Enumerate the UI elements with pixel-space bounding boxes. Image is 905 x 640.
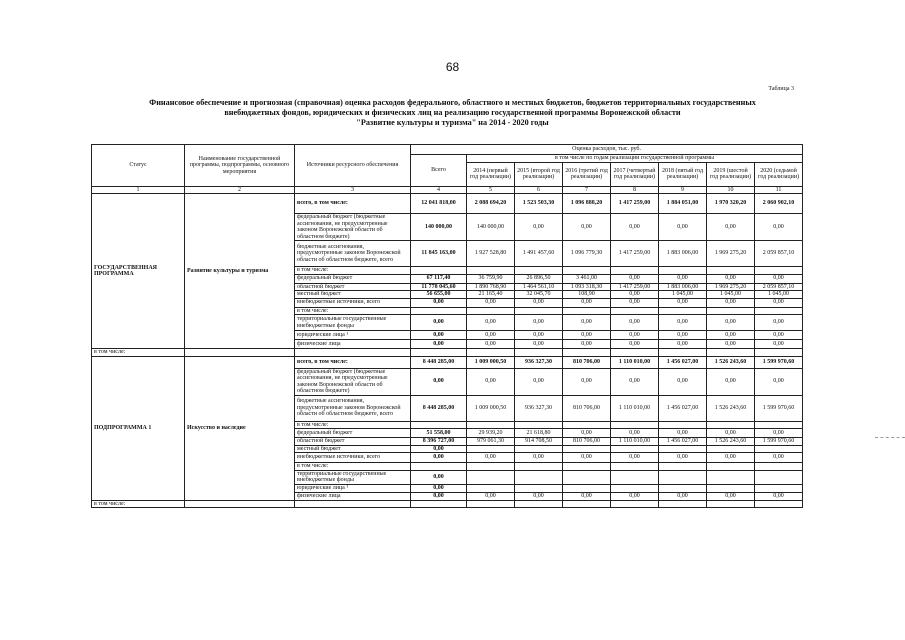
value-cell: 0,00 <box>611 214 659 241</box>
header-year: 2017 (четвертый год реализации) <box>611 162 659 186</box>
row-source-label: в том числе: <box>295 267 411 275</box>
value-cell: 0,00 <box>755 429 803 438</box>
value-cell <box>755 421 803 429</box>
value-cell: 8 448 285,00 <box>411 395 467 421</box>
row-source-label: федеральный бюджет (бюджетные ассигнования, не предусмотренные законом Воронежской области об областном бюджете) <box>295 214 411 241</box>
value-cell: 1 969 275,20 <box>707 241 755 267</box>
value-cell: 0,00 <box>515 340 563 349</box>
value-cell <box>707 267 755 275</box>
value-cell: 0,00 <box>515 315 563 331</box>
value-cell: 936 327,30 <box>515 356 563 368</box>
value-cell: 0,00 <box>755 453 803 463</box>
value-cell <box>707 484 755 492</box>
value-cell: 0,00 <box>707 274 755 283</box>
value-cell <box>611 267 659 275</box>
value-cell <box>755 484 803 492</box>
row-source-label: физические лица <box>295 492 411 500</box>
value-cell: 0,00 <box>467 492 515 500</box>
value-cell: 1 045,00 <box>707 291 755 299</box>
empty-cell <box>611 349 659 357</box>
value-cell: 21 165,40 <box>467 291 515 299</box>
value-cell: 0,00 <box>411 331 467 340</box>
value-cell: 0,00 <box>515 453 563 463</box>
empty-cell <box>467 500 515 508</box>
value-cell <box>611 470 659 484</box>
value-cell: 56 655,00 <box>411 291 467 299</box>
value-cell <box>659 421 707 429</box>
empty-cell <box>185 500 295 508</box>
value-cell: 3 461,00 <box>563 274 611 283</box>
value-cell: 2 059 857,10 <box>755 283 803 291</box>
row-source-label: территориальные государственные внебюджетные фонды <box>295 315 411 331</box>
in-that-number-label: в том числе: <box>92 500 185 508</box>
in-that-number-label: в том числе: <box>92 349 185 357</box>
value-cell <box>515 445 563 453</box>
value-cell: 1 456 027,00 <box>659 438 707 446</box>
empty-cell <box>411 349 467 357</box>
value-cell: 1 417 259,00 <box>611 194 659 214</box>
value-cell <box>515 463 563 471</box>
empty-cell <box>659 349 707 357</box>
table-body <box>92 145 803 508</box>
value-cell: 1 093 318,30 <box>563 283 611 291</box>
value-cell <box>755 267 803 275</box>
value-cell: 1 883 006,00 <box>659 241 707 267</box>
value-cell: 1 096 779,30 <box>563 241 611 267</box>
value-cell <box>707 470 755 484</box>
table-row <box>92 194 803 214</box>
value-cell <box>563 463 611 471</box>
value-cell: 0,00 <box>659 214 707 241</box>
value-cell: 2 059 857,10 <box>755 241 803 267</box>
value-cell: 1 526 243,60 <box>707 395 755 421</box>
empty-cell <box>411 500 467 508</box>
empty-cell <box>563 500 611 508</box>
value-cell: 1 970 320,20 <box>707 194 755 214</box>
value-cell <box>411 267 467 275</box>
value-cell: 1 599 970,60 <box>755 395 803 421</box>
value-cell <box>515 421 563 429</box>
value-cell <box>659 307 707 315</box>
value-cell: 0,00 <box>755 331 803 340</box>
value-cell: 0,00 <box>563 492 611 500</box>
value-cell: 0,00 <box>611 291 659 299</box>
empty-cell <box>515 500 563 508</box>
value-cell <box>707 421 755 429</box>
value-cell: 1 096 888,20 <box>563 194 611 214</box>
value-cell <box>659 445 707 453</box>
empty-cell <box>659 500 707 508</box>
value-cell <box>563 307 611 315</box>
column-number: 2 <box>185 186 295 194</box>
value-cell: 0,00 <box>659 453 707 463</box>
row-source-label: юридические лица ¹ <box>295 484 411 492</box>
value-cell: 0,00 <box>563 453 611 463</box>
value-cell: 1 890 768,90 <box>467 283 515 291</box>
header-year: 2020 (седьмой год реализации) <box>755 162 803 186</box>
value-cell: 0,00 <box>755 298 803 307</box>
value-cell: 810 706,00 <box>563 356 611 368</box>
row-source-label: всего, в том числе: <box>295 356 411 368</box>
value-cell: 0,00 <box>707 298 755 307</box>
row-program-name: Искусство и наследие <box>185 356 295 500</box>
empty-cell <box>515 349 563 357</box>
value-cell <box>467 421 515 429</box>
header-year: 2019 (шестой год реализации) <box>707 162 755 186</box>
value-cell <box>611 463 659 471</box>
value-cell: 0,00 <box>659 340 707 349</box>
value-cell <box>755 307 803 315</box>
value-cell <box>611 445 659 453</box>
value-cell: 0,00 <box>411 340 467 349</box>
value-cell: 810 706,00 <box>563 395 611 421</box>
value-cell: 0,00 <box>611 429 659 438</box>
value-cell: 0,00 <box>467 298 515 307</box>
empty-cell <box>295 349 411 357</box>
value-cell: 0,00 <box>611 453 659 463</box>
empty-cell <box>185 349 295 357</box>
value-cell: 108,90 <box>563 291 611 299</box>
value-cell: 1 599 970,60 <box>755 356 803 368</box>
value-cell: 810 706,00 <box>563 438 611 446</box>
value-cell <box>515 470 563 484</box>
value-cell: 0,00 <box>563 214 611 241</box>
value-cell: 0,00 <box>707 453 755 463</box>
value-cell: 1 927 528,80 <box>467 241 515 267</box>
value-cell: 0,00 <box>467 331 515 340</box>
value-cell: 1 526 243,60 <box>707 438 755 446</box>
column-number: 10 <box>707 186 755 194</box>
row-source-label: бюджетные ассигнования, предусмотренные законом Воронежской области об областном бюджете, всего <box>295 241 411 267</box>
value-cell: 140 000,00 <box>411 214 467 241</box>
value-cell: 26 896,50 <box>515 274 563 283</box>
empty-cell <box>467 349 515 357</box>
value-cell: 0,00 <box>707 368 755 395</box>
value-cell: 11 778 045,60 <box>411 283 467 291</box>
value-cell: 0,00 <box>515 331 563 340</box>
value-cell <box>467 463 515 471</box>
column-number: 1 <box>92 186 185 194</box>
value-cell <box>611 421 659 429</box>
value-cell <box>411 421 467 429</box>
value-cell: 2 060 902,10 <box>755 194 803 214</box>
value-cell: 0,00 <box>467 340 515 349</box>
value-cell: 0,00 <box>707 340 755 349</box>
value-cell: 0,00 <box>611 340 659 349</box>
value-cell: 0,00 <box>467 315 515 331</box>
value-cell: 1 110 010,00 <box>611 395 659 421</box>
title-line-3: "Развитие культуры и туризма" на 2014 - 2020 годы <box>356 118 549 127</box>
header-estimate: Оценка расходов, тыс. руб. <box>411 145 803 155</box>
value-cell <box>755 470 803 484</box>
column-number: 4 <box>411 186 467 194</box>
value-cell: 0,00 <box>755 214 803 241</box>
row-source-label: внебюджетные источники, всего <box>295 298 411 307</box>
row-source-label: всего, в том числе: <box>295 194 411 214</box>
value-cell <box>467 307 515 315</box>
column-number: 11 <box>755 186 803 194</box>
value-cell <box>707 445 755 453</box>
value-cell: 0,00 <box>411 298 467 307</box>
value-cell: 1 491 457,60 <box>515 241 563 267</box>
value-cell: 936 327,30 <box>515 395 563 421</box>
header-year: 2018 (пятый год реализации) <box>659 162 707 186</box>
row-source-label: в том числе: <box>295 421 411 429</box>
value-cell: 0,00 <box>755 368 803 395</box>
value-cell: 1 884 051,00 <box>659 194 707 214</box>
value-cell <box>563 445 611 453</box>
finance-table <box>91 144 803 508</box>
row-source-label: областной бюджет <box>295 438 411 446</box>
value-cell: 0,00 <box>659 315 707 331</box>
value-cell: 0,00 <box>563 331 611 340</box>
value-cell: 0,00 <box>707 429 755 438</box>
value-cell <box>563 470 611 484</box>
header-total: Всего <box>411 155 467 187</box>
value-cell: 0,00 <box>659 368 707 395</box>
value-cell: 0,00 <box>563 315 611 331</box>
column-number-row <box>92 186 803 194</box>
row-source-label: областной бюджет <box>295 283 411 291</box>
column-number: 8 <box>611 186 659 194</box>
value-cell: 29 939,20 <box>467 429 515 438</box>
value-cell: 0,00 <box>563 368 611 395</box>
row-source-label: в том числе: <box>295 463 411 471</box>
value-cell: 0,00 <box>707 214 755 241</box>
row-source-label: юридические лица ¹ <box>295 331 411 340</box>
row-source-label: территориальные государственные внебюджетные фонды <box>295 470 411 484</box>
empty-cell <box>707 500 755 508</box>
value-cell <box>563 484 611 492</box>
value-cell <box>611 484 659 492</box>
value-cell: 1 045,00 <box>755 291 803 299</box>
value-cell: 1 009 000,50 <box>467 356 515 368</box>
page-number: 68 <box>445 60 460 74</box>
value-cell: 1 009 000,50 <box>467 395 515 421</box>
header-status: Статус <box>92 145 185 187</box>
value-cell: 0,00 <box>467 453 515 463</box>
value-cell: 1 523 503,30 <box>515 194 563 214</box>
value-cell <box>755 463 803 471</box>
value-cell: 0,00 <box>411 445 467 453</box>
column-number: 5 <box>467 186 515 194</box>
value-cell: 51 558,00 <box>411 429 467 438</box>
value-cell: 12 041 818,00 <box>411 194 467 214</box>
value-cell: 21 618,80 <box>515 429 563 438</box>
value-cell <box>611 307 659 315</box>
title-line-1: Финансовое обеспечение и прогнозная (справочная) оценка расходов федерального, областного и местных бюджетов, бюджетов территориальных государственных <box>149 98 756 107</box>
value-cell: 1 417 259,00 <box>611 241 659 267</box>
value-cell: 0,00 <box>755 492 803 500</box>
value-cell: 0,00 <box>611 368 659 395</box>
header-by-years: в том числе по годам реализации государственной программы <box>467 155 803 163</box>
row-program-name: Развитие культуры и туризма <box>185 194 295 349</box>
margin-dash <box>875 437 905 438</box>
header-year: 2014 (первый год реализации) <box>467 162 515 186</box>
value-cell: 67 117,40 <box>411 274 467 283</box>
value-cell <box>467 267 515 275</box>
row-status: ГОСУДАРСТВЕННАЯ ПРОГРАММА <box>92 194 185 349</box>
value-cell <box>563 267 611 275</box>
value-cell: 0,00 <box>755 340 803 349</box>
value-cell: 914 708,50 <box>515 438 563 446</box>
value-cell: 1 045,00 <box>659 291 707 299</box>
table-label: Таблица 3 <box>768 86 794 92</box>
value-cell: 11 845 163,00 <box>411 241 467 267</box>
empty-cell <box>755 500 803 508</box>
value-cell: 2 088 694,20 <box>467 194 515 214</box>
value-cell: 0,00 <box>659 331 707 340</box>
row-status: ПОДПРОГРАММА 1 <box>92 356 185 500</box>
value-cell <box>467 484 515 492</box>
value-cell: 1 110 010,00 <box>611 356 659 368</box>
value-cell <box>467 470 515 484</box>
empty-cell <box>563 349 611 357</box>
value-cell: 8 396 727,00 <box>411 438 467 446</box>
value-cell: 140 000,00 <box>467 214 515 241</box>
value-cell <box>411 307 467 315</box>
row-source-label: федеральный бюджет <box>295 429 411 438</box>
value-cell <box>411 463 467 471</box>
value-cell <box>515 484 563 492</box>
value-cell: 1 883 006,00 <box>659 283 707 291</box>
value-cell: 0,00 <box>611 492 659 500</box>
value-cell: 0,00 <box>515 368 563 395</box>
value-cell <box>707 307 755 315</box>
value-cell: 0,00 <box>515 492 563 500</box>
value-cell: 1 526 243,60 <box>707 356 755 368</box>
value-cell <box>755 445 803 453</box>
value-cell: 0,00 <box>659 429 707 438</box>
value-cell: 0,00 <box>611 298 659 307</box>
title-line-2: внебюджетных фондов, юридических и физических лиц на реализацию государственной программы Воронежской области <box>224 108 681 117</box>
document-title <box>100 98 805 128</box>
value-cell: 0,00 <box>467 368 515 395</box>
value-cell: 0,00 <box>707 315 755 331</box>
value-cell: 0,00 <box>707 492 755 500</box>
value-cell: 0,00 <box>611 315 659 331</box>
column-number: 7 <box>563 186 611 194</box>
header-row-1 <box>92 145 803 155</box>
value-cell: 0,00 <box>755 315 803 331</box>
row-source-label: в том числе: <box>295 307 411 315</box>
value-cell <box>515 307 563 315</box>
empty-cell <box>707 349 755 357</box>
row-source-label: местный бюджет <box>295 445 411 453</box>
column-number: 9 <box>659 186 707 194</box>
value-cell: 0,00 <box>411 492 467 500</box>
value-cell: 0,00 <box>563 298 611 307</box>
value-cell <box>563 421 611 429</box>
separator-row <box>92 349 803 357</box>
table-row <box>92 356 803 368</box>
value-cell <box>659 267 707 275</box>
empty-cell <box>295 500 411 508</box>
row-source-label: местный бюджет <box>295 291 411 299</box>
value-cell: 0,00 <box>659 274 707 283</box>
value-cell: 32 045,70 <box>515 291 563 299</box>
row-source-label: федеральный бюджет <box>295 274 411 283</box>
value-cell: 0,00 <box>659 492 707 500</box>
empty-cell <box>755 349 803 357</box>
value-cell: 1 417 259,00 <box>611 283 659 291</box>
row-source-label: физические лица <box>295 340 411 349</box>
value-cell: 0,00 <box>411 453 467 463</box>
value-cell: 0,00 <box>515 298 563 307</box>
value-cell <box>515 267 563 275</box>
value-cell: 0,00 <box>411 368 467 395</box>
row-source-label: внебюджетные источники, всего <box>295 453 411 463</box>
row-source-label: бюджетные ассигнования, предусмотренные законом Воронежской области об областном бюджете, всего <box>295 395 411 421</box>
value-cell: 36 759,90 <box>467 274 515 283</box>
value-cell: 979 061,30 <box>467 438 515 446</box>
value-cell: 0,00 <box>411 470 467 484</box>
value-cell <box>659 463 707 471</box>
value-cell: 0,00 <box>563 340 611 349</box>
column-number: 3 <box>295 186 411 194</box>
value-cell: 1 599 970,60 <box>755 438 803 446</box>
value-cell: 1 110 010,00 <box>611 438 659 446</box>
header-year: 2015 (второй год реализации) <box>515 162 563 186</box>
value-cell: 8 448 285,00 <box>411 356 467 368</box>
value-cell: 0,00 <box>755 274 803 283</box>
header-name: Наименование государственной программы, подпрограммы, основного мероприятия <box>185 145 295 187</box>
value-cell <box>659 484 707 492</box>
value-cell: 0,00 <box>659 298 707 307</box>
column-number: 6 <box>515 186 563 194</box>
value-cell: 1 456 027,00 <box>659 395 707 421</box>
value-cell: 1 464 561,10 <box>515 283 563 291</box>
header-year: 2016 (третий год реализации) <box>563 162 611 186</box>
value-cell <box>467 445 515 453</box>
value-cell: 0,00 <box>611 274 659 283</box>
value-cell: 1 456 027,00 <box>659 356 707 368</box>
row-source-label: федеральный бюджет (бюджетные ассигнования, не предусмотренные законом Воронежской области об областном бюджете) <box>295 368 411 395</box>
value-cell: 0,00 <box>411 315 467 331</box>
value-cell: 0,00 <box>611 331 659 340</box>
value-cell: 0,00 <box>411 484 467 492</box>
empty-cell <box>611 500 659 508</box>
value-cell: 0,00 <box>563 429 611 438</box>
value-cell: 0,00 <box>707 331 755 340</box>
header-source: Источники ресурсного обеспечения <box>295 145 411 187</box>
separator-row <box>92 500 803 508</box>
value-cell: 1 969 275,20 <box>707 283 755 291</box>
value-cell <box>707 463 755 471</box>
value-cell <box>659 470 707 484</box>
value-cell: 0,00 <box>515 214 563 241</box>
